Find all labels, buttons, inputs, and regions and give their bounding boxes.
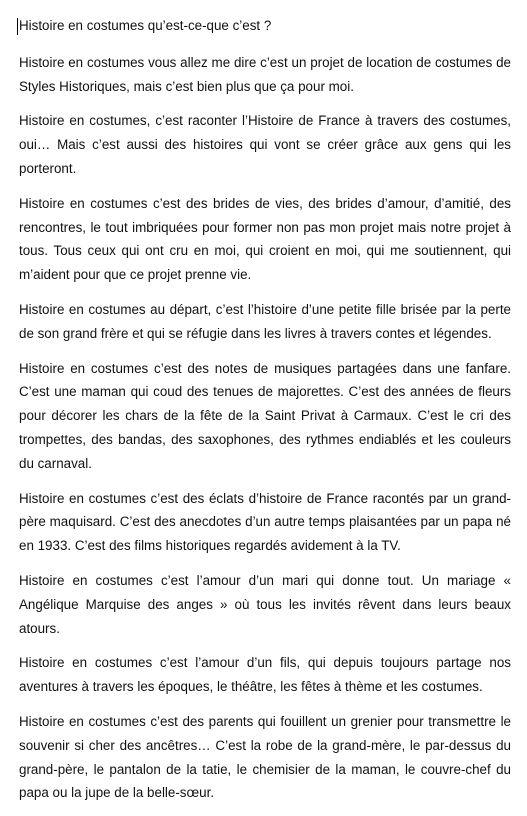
paragraph-3[interactable]: Histoire en costumes c’est des brides de vies, des brides d’amour, d’amitié, des rencontres, le tout imbriquées pour former non pas mon projet mais notre projet à tous. Tous ceux qui ont cru en moi, qui croient en moi, qui me soutiennent, qui m’aident pour que ce projet prenne vie. <box>19 195 511 283</box>
text-cursor <box>17 18 18 35</box>
document-heading[interactable] <box>19 14 511 38</box>
paragraph-7[interactable]: Histoire en costumes c’est l’amour d’un mari qui donne tout. Un mariage « Angélique Marquise des anges » où tous les invités rêvent dans leurs beaux atours. <box>19 572 511 636</box>
paragraph-8[interactable]: Histoire en costumes c’est l’amour d’un fils, qui depuis toujours partage nos aventures à travers les époques, le théâtre, les fêtes à thème et les costumes. <box>19 655 511 695</box>
paragraph-2[interactable]: Histoire en costumes, c’est raconter l’Histoire de France à travers des costumes, oui… Mais c’est aussi des histoires qui vont se créer grâce aux gens qui les porteront. <box>19 113 511 176</box>
paragraph-6[interactable]: Histoire en costumes c’est des éclats d’histoire de France racontés par un grand-père maquisard. C’est des anecdotes d’un autre temps plaisantées par un papa né en 1933. C’est des films historiques regardés avidement à la TV. <box>19 490 511 554</box>
heading-text: Histoire en costumes qu’est-ce-que c’est ? <box>19 18 272 33</box>
paragraph-1[interactable]: Histoire en costumes vous allez me dire c’est un projet de location de costumes de Styles Historiques, mais c’est bien plus que ça pour moi. <box>19 54 511 94</box>
paragraph-9[interactable]: Histoire en costumes c’est des parents qui fouillent un grenier pour transmettre le souvenir si cher des ancêtres… C’est la robe de la grand-mère, le par-dessus du grand-père, le pantalon de la tatie, le chemisier de la maman, le couvre-chef du papa ou la jupe de la belle-sœur. <box>19 713 511 801</box>
document-page <box>19 14 511 816</box>
paragraph-5[interactable]: Histoire en costumes c’est des notes de musiques partagées dans une fanfare. C’est une maman qui coud des tenues de majorettes. C’est des années de fleurs pour décorer les chars de la fête de la Saint Privat à Carmaux. C’est le cri des trompettes, des bandas, des saxophones, des rythmes endiablés et les couleurs du carnaval. <box>19 360 511 471</box>
paragraph-4[interactable]: Histoire en costumes au départ, c’est l’histoire d’une petite fille brisée par la perte de son grand frère et qui se réfugie dans les livres à travers contes et légendes. <box>19 301 511 341</box>
